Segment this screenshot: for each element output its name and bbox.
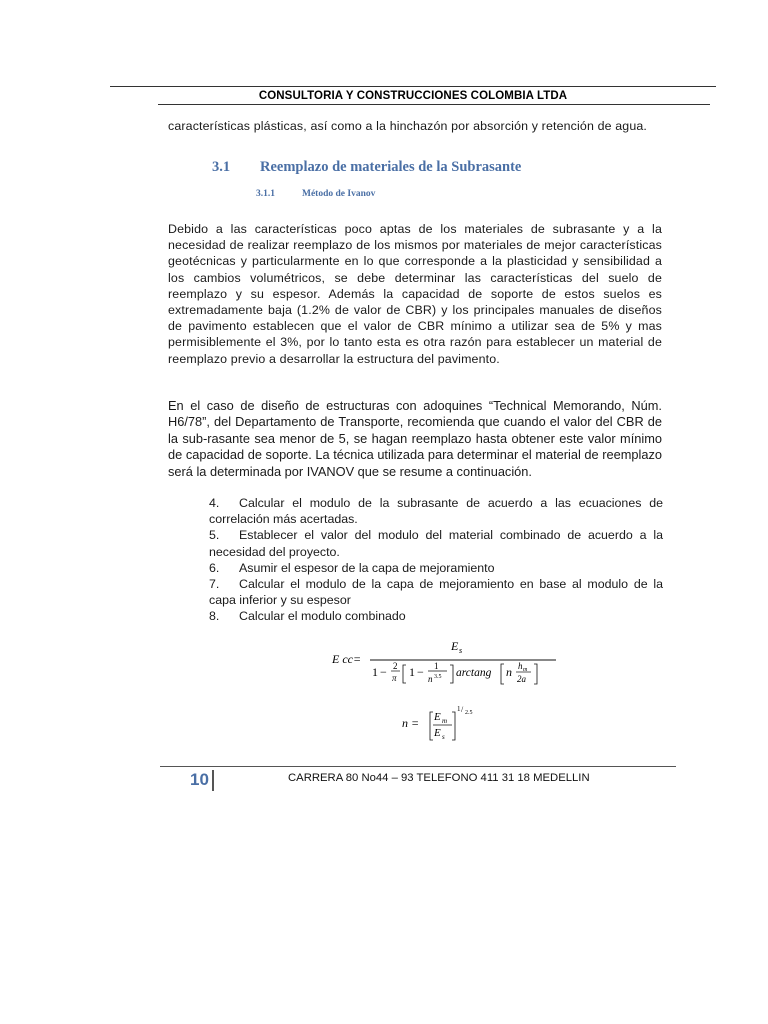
formula2-denominator: E	[434, 727, 441, 739]
list-item-number: 6.	[209, 560, 220, 575]
formula1-minus: −	[380, 665, 387, 679]
list-item	[209, 527, 663, 559]
list-item	[209, 560, 663, 576]
formula2-power-num: 1	[457, 705, 461, 713]
formula1-numerator: E	[451, 639, 459, 653]
formula1-frac-one: 1	[434, 661, 439, 671]
formula2-lhs: n =	[402, 716, 420, 730]
section-title: Reemplazo de materiales de la Subrasante	[260, 159, 522, 175]
formula1-n: n	[428, 674, 433, 684]
subsection-title: Método de Ivanov	[302, 189, 376, 199]
section-heading	[212, 159, 521, 176]
list-item-number: 8.	[209, 609, 220, 624]
steps-list	[209, 495, 663, 625]
formula1-one: 1	[372, 665, 378, 679]
section-number: 3.1	[212, 159, 231, 175]
formula1-numerator-sub: s	[459, 646, 463, 655]
formula1-one-inner: 1	[409, 665, 415, 679]
footer-address: CARRERA 80 No44 – 93 TELEFONO 411 31 18 MEDELLIN	[288, 772, 590, 784]
list-item	[209, 608, 663, 624]
header-rule-top	[110, 86, 716, 87]
formula2-numerator: E	[434, 711, 441, 723]
formula2-numerator-sub: m	[442, 717, 448, 725]
combined-modulus-formula	[330, 636, 560, 688]
list-item-text: Calcular el modulo combinado	[239, 609, 406, 624]
n-ratio-formula	[400, 702, 490, 744]
formula2-denominator-sub: s	[442, 733, 445, 741]
list-item-text: Establecer el valor del modulo del material combinado de acuerdo a la necesidad del proyecto.	[209, 528, 663, 559]
formula1-two-a: 2a	[517, 674, 526, 684]
list-item-number: 7.	[209, 577, 220, 592]
formula1-pi: π	[392, 673, 397, 683]
formula1-n-inner: n	[506, 665, 512, 679]
header-company-name: CONSULTORIA Y CONSTRUCCIONES COLOMBIA LTDA	[258, 90, 568, 102]
subsection-heading	[256, 189, 375, 199]
formula1-arctang: arctang	[456, 667, 492, 679]
formula1-two: 2	[393, 661, 398, 671]
svg-text:/: /	[461, 705, 464, 714]
list-item	[209, 495, 663, 527]
subsection-number: 3.1.1	[256, 189, 275, 199]
formula1-exponent: 3.5	[434, 674, 442, 680]
list-item-text: Asumir el espesor de la capa de mejoramiento	[239, 560, 495, 575]
page-number: 10	[190, 770, 209, 789]
list-item-number: 4.	[209, 496, 220, 510]
list-item-number: 5.	[209, 528, 220, 543]
body-paragraph-1: Debido a las características poco aptas de los materiales de subrasante y a la necesidad de realizar reemplazo de los mismos por materiales de mejor características geotécnicas y particularmente en lo que corresponde a la plasticidad y sensibilidad a los cambios volumétricos, se debe determinar las características del suelo de reemplazo y su espesor. Además la capacidad de soporte de estos suelos es extremadamente baja (1.2% de valor de CBR) y los principales manuales de diseños de pavimento establecen que el valor de CBR mínimo a utilizar sea de 5% y mas permisiblemente el 3%, por lo tanto esta es otra razón para establecer un material de reemplazo previo a desarrollar la estructura del pavimento.	[168, 222, 662, 366]
header-rule-bottom	[158, 104, 710, 105]
footer-divider	[212, 770, 214, 791]
formula2-power-den: 2.5	[465, 710, 473, 716]
body-paragraph-2: En el caso de diseño de estructuras con adoquines “Technical Memorando, Núm. H6/78”, del Departamento de Transporte, recomienda que cuando el valor del CBR de la sub-rasante sea menor de 5, se hagan reemplazo hasta obtener este valor mínimo de capacidad de soporte. La técnica utilizada para determinar el material de reemplazo será la determinada por IVANOV que se resume a continuación.	[168, 398, 662, 479]
formula1-h-sub: m	[523, 667, 528, 673]
footer-rule	[160, 766, 676, 767]
intro-paragraph: características plásticas, así como a la hinchazón por absorción y retención de agua.	[168, 119, 648, 133]
formula1-minus-inner: −	[417, 665, 424, 679]
list-item	[209, 576, 663, 608]
list-item-text: Calcular el modulo de la subrasante de acuerdo a las ecuaciones de correlación más acertadas.	[209, 496, 663, 527]
formula1-h: h	[518, 661, 523, 671]
formula1-lhs: E cc=	[332, 652, 362, 666]
list-item-text: Calcular el modulo de la capa de mejoramiento en base al modulo de la capa inferior y su espesor	[209, 577, 663, 608]
